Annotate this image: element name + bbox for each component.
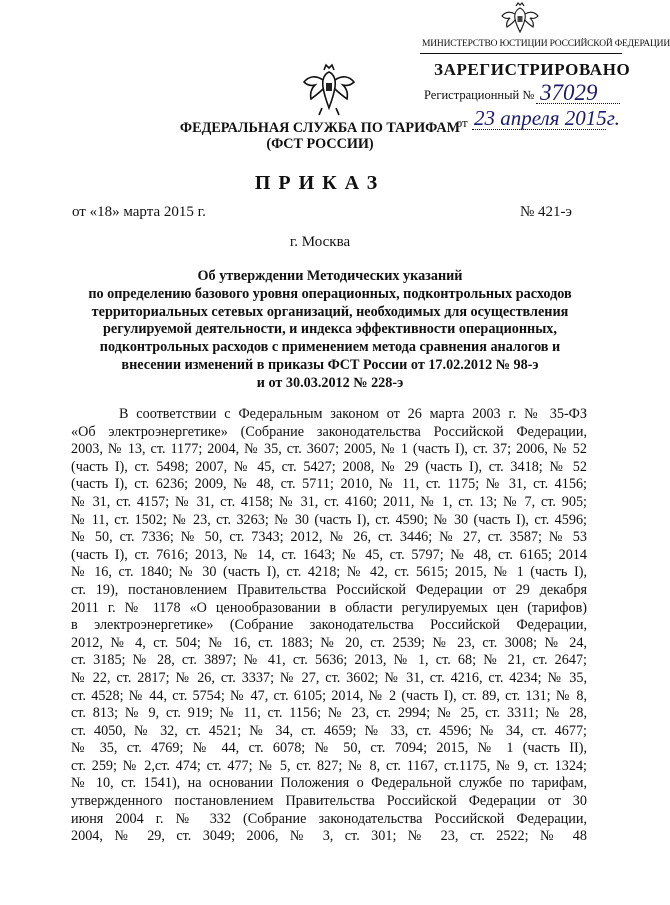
- stamp-registered: ЗАРЕГИСТРИРОВАНО: [434, 60, 631, 79]
- stamp-regno-label: Регистрационный №: [424, 88, 535, 102]
- agency-short-name: (ФСТ РОССИИ): [266, 136, 374, 152]
- order-city: г. Москва: [289, 234, 351, 250]
- body-line: ст. 19), постановлением Правительства Российской Федерации от 29 декабря: [71, 581, 587, 598]
- body-line: ст. 4528; № 44, ст. 5754; № 47, ст. 6105; 2014, № 2 (часть I), ст. 89, ст. 131; № 8,: [71, 687, 587, 704]
- coat-of-arms-icon: [300, 62, 358, 118]
- body-line: В соответствии с Федеральным законом от 26 марта 2003 г. № 35-ФЗ: [119, 406, 587, 422]
- title-line: по определению базового уровня операционных, подконтрольных расходов: [88, 285, 572, 302]
- body-line: «Об электроэнергетике» (Собрание законодательства Российской Федерации,: [71, 423, 587, 440]
- stamp-date-label: от: [456, 116, 468, 130]
- title-line: регулируемой деятельности, и индекса эффективности операционных,: [103, 321, 557, 338]
- stamp-regno-value: 37029: [540, 80, 598, 105]
- stamp-regno-line: [536, 103, 620, 104]
- order-number: № 421-э: [520, 204, 572, 220]
- body-line: № 11, ст. 1502; № 23, ст. 3263; № 30 (часть I), ст. 4590; № 30 (часть I), ст. 4596;: [71, 511, 587, 528]
- registration-stamp: [416, 2, 670, 134]
- stamp-ministry: МИНИСТЕРСТВО ЮСТИЦИИ РОССИЙСКОЙ ФЕДЕРАЦИИ: [422, 39, 670, 49]
- document-title: [60, 268, 600, 393]
- coat-of-arms-icon: [498, 2, 542, 36]
- body-line: № 50, ст. 7336; № 50, ст. 7343; 2012, № 26, ст. 3446; № 27, ст. 3587; № 53: [71, 529, 587, 546]
- body-line: № 22, ст. 2817; № 26, ст. 3337; № 27, ст. 3602; № 31, ст. 4216, ст. 4234; № 35,: [71, 669, 587, 686]
- body-line: № 16, ст. 1840; № 30 (часть I), ст. 4218; № 42, ст. 5615; 2015, № 1 (часть I),: [71, 564, 587, 581]
- document-type: ПРИКАЗ: [254, 172, 386, 194]
- title-line: Об утверждении Методических указаний: [197, 268, 463, 284]
- body-line: ст. 4050, № 32, ст. 4521; № 34, ст. 4659; № 33, ст. 4596; № 34, ст. 4677;: [71, 722, 587, 739]
- stamp-date-value: 23 апреля 2015г.: [474, 106, 620, 130]
- body-line: № 35, ст. 4769; № 44, ст. 6078; № 50, ст. 7094; 2015, № 1 (часть II),: [71, 740, 587, 757]
- body-line: (часть I), ст. 6236; 2009, № 48, ст. 5711; 2010, № 11, ст. 1175; № 31, ст. 4156;: [71, 476, 587, 493]
- body-line: июня 2004 г. № 332 (Собрание законодательства Российской Федерации,: [71, 810, 587, 827]
- body-line: ст. 813; № 9, ст. 919; № 11, ст. 1156; № 23, ст. 2994; № 25, ст. 3311; № 28,: [71, 705, 587, 722]
- body-line: № 10, ст. 1541), на основании Положения о Федеральной службе по тарифам,: [71, 775, 587, 792]
- body-line: № 31, ст. 4157; № 31, ст. 4158; № 31, ст. 4160; 2011, № 1, ст. 13; № 7, ст. 905;: [71, 493, 587, 510]
- title-line: подконтрольных расходов с применением метода сравнения аналогов и: [99, 339, 561, 356]
- body-line: ст. 3185; № 28, ст. 3897; № 41, ст. 5636; 2013, № 1, ст. 68; № 21, ст. 2647;: [71, 652, 587, 669]
- body-line: (часть I), ст. 7616; 2013, № 14, ст. 1643; № 45, ст. 5797; № 48, ст. 6165; 2014: [71, 546, 587, 563]
- document-body: [71, 406, 587, 846]
- title-line: территориальных сетевых организаций, необходимых для осуществления: [91, 303, 569, 320]
- body-line: ст. 259; № 2,ст. 474; ст. 477; № 5, ст. 827; № 8, ст. 1167, ст.1175, № 9, ст. 1324;: [71, 757, 587, 774]
- body-line: в электроэнергетике» (Собрание законодательства Российской Федерации,: [71, 617, 587, 634]
- body-line: (часть I), ст. 5498; 2007, № 45, ст. 5427; 2008, № 29 (часть I), ст. 3418; № 52: [71, 458, 587, 475]
- body-line: 2003, № 13, ст. 1177; 2004, № 35, ст. 3607; 2005, № 1 (часть I), ст. 37; 2006, № 52: [71, 441, 587, 458]
- agency-name: ФЕДЕРАЛЬНАЯ СЛУЖБА ПО ТАРИФАМ: [179, 120, 461, 136]
- body-line: 2004, № 29, ст. 3049; 2006, № 3, ст. 301; № 23, ст. 2522; № 48: [71, 828, 587, 845]
- stamp-divider: [420, 53, 622, 54]
- body-line: утвержденного постановлением Правительства Российской Федерации от 30: [71, 793, 587, 810]
- order-date: от «18» марта 2015 г.: [72, 204, 206, 220]
- title-line: и от 30.03.2012 № 228-э: [256, 374, 404, 391]
- title-line: внесении изменений в приказы ФСТ России от 17.02.2012 № 98-э: [121, 356, 539, 373]
- body-line: 2011 г. № 1178 «О ценообразовании в области регулируемых цен (тарифов): [71, 599, 587, 616]
- body-line: 2012, № 4, ст. 504; № 16, ст. 1883; № 20, ст. 2539; № 23, ст. 3008; № 24,: [71, 634, 587, 651]
